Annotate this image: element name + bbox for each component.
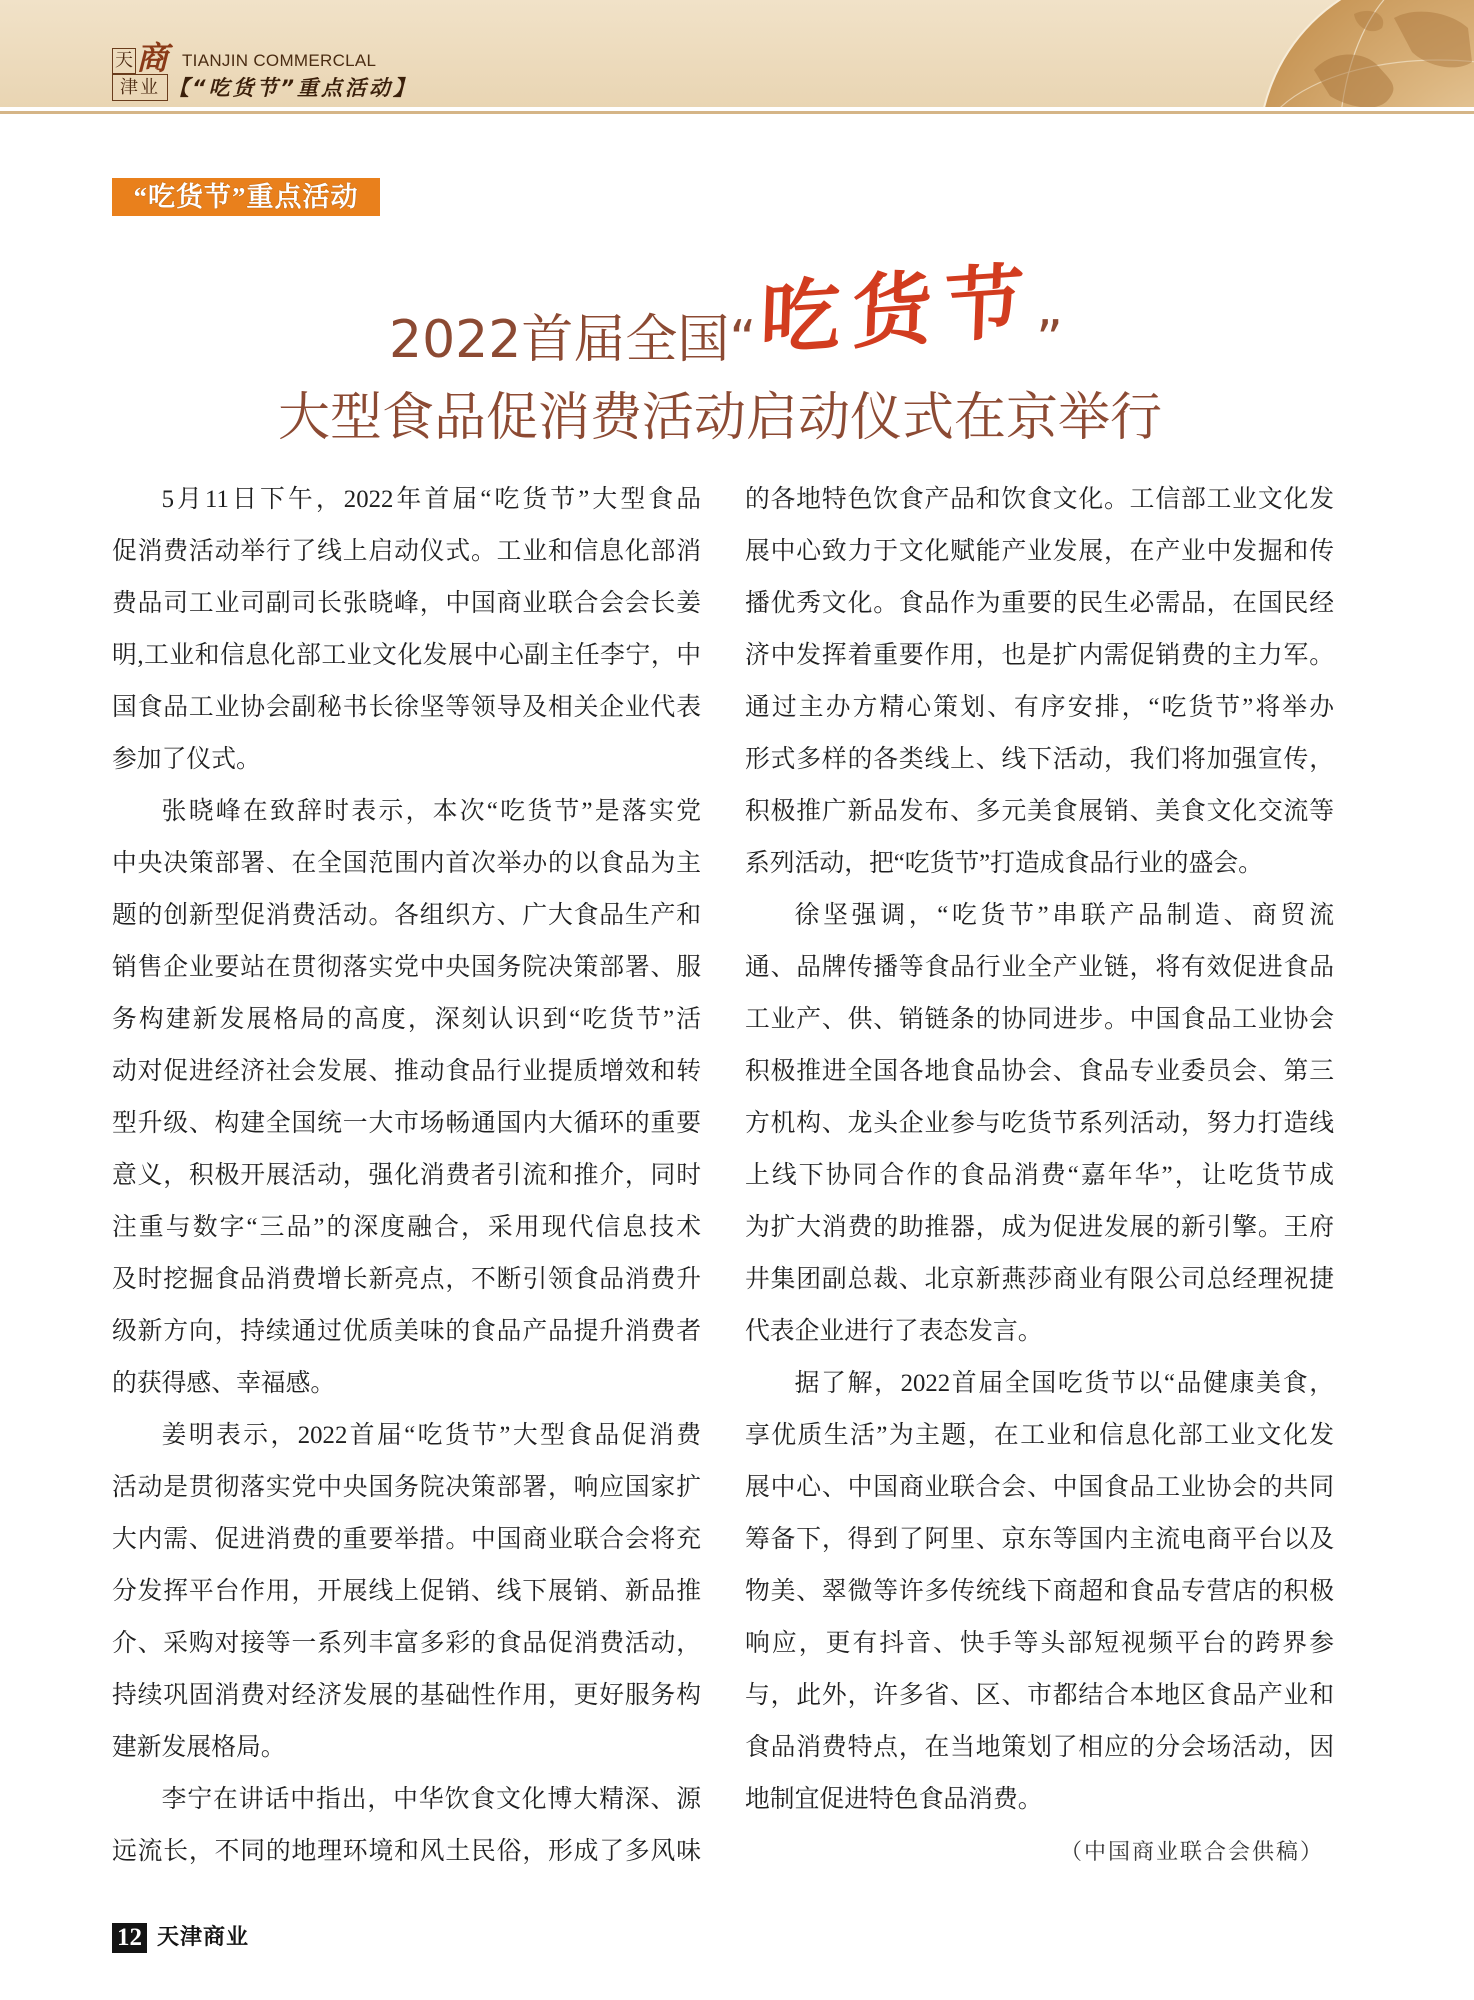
text-line: 播优秀文化。食品作为重要的民生必需品，在国民经 — [745, 590, 1334, 617]
header-divider — [0, 111, 1474, 114]
text-line: 展中心、中国商业联合会、中国食品工业协会的共同 — [745, 1474, 1334, 1501]
text-line: 筹备下，得到了阿里、京东等国内主流电商平台以及 — [745, 1526, 1334, 1553]
text-line: 大内需、促进消费的重要举措。中国商业联合会将充 — [112, 1526, 701, 1553]
text-line: 井集团副总裁、北京新燕莎商业有限公司总经理祝捷 — [745, 1266, 1334, 1293]
logo-char-tian: 天 — [112, 48, 136, 74]
text-line: 活动是贯彻落实党中央国务院决策部署，响应国家扩 — [112, 1474, 701, 1501]
article-column-right — [745, 474, 1334, 1878]
magazine-name: 天津商业 — [157, 1925, 250, 1950]
text-line: 级新方向，持续通过优质美味的食品产品提升消费者 — [112, 1318, 701, 1345]
text-line: 积极推进全国各地食品协会、食品专业委员会、第三 — [745, 1058, 1334, 1085]
logo-chars-jinye: 津业 — [112, 74, 168, 101]
text-line: 姜明表示，2022首届“吃货节”大型食品促消费 — [161, 1422, 701, 1449]
text-line: 介、采购对接等一系列丰富多彩的食品促消费活动， — [112, 1630, 701, 1657]
text-line: 徐坚强调，“吃货节”串联产品制造、商贸流 — [794, 902, 1334, 929]
text-line: 5月11日下午，2022年首届“吃货节”大型食品 — [161, 486, 701, 513]
text-line: 响应，更有抖音、快手等头部短视频平台的跨界参 — [745, 1630, 1334, 1657]
text-line: 注重与数字“三品”的深度融合，采用现代信息技术 — [112, 1214, 701, 1241]
logo-char-shang: 商 — [136, 39, 169, 77]
text-line: 动对促进经济社会发展、推动食品行业提质增效和转 — [112, 1058, 701, 1085]
text-line: 的各地特色饮食产品和饮食文化。工信部工业文化发 — [745, 486, 1334, 513]
text-line: 持续巩固消费对经济发展的基础性作用，更好服务构 — [112, 1682, 701, 1709]
text-line: 据了解，2022首届全国吃货节以“品健康美食， — [794, 1370, 1334, 1397]
text-line: 分发挥平台作用，开展线上促销、线下展销、新品推 — [112, 1578, 701, 1605]
paragraph — [745, 1358, 1334, 1826]
text-line: 费品司工业司副司长张晓峰，中国商业联合会会长姜 — [112, 590, 701, 617]
text-line: 建新发展格局。 — [112, 1734, 286, 1761]
text-line: 意义，积极开展活动，强化消费者引流和推介，同时 — [112, 1162, 701, 1189]
text-line: 李宁在讲话中指出，中华饮食文化博大精深、源 — [161, 1786, 701, 1813]
magazine-logo — [112, 39, 174, 102]
text-line: 食品消费特点，在当地策划了相应的分会场活动，因 — [745, 1734, 1334, 1761]
text-line: 系列活动，把“吃货节”打造成食品行业的盛会。 — [745, 850, 1263, 877]
text-line: 通、品牌传播等食品行业全产业链，将有效促进食品 — [745, 954, 1334, 981]
brand-name: TIANJIN COMMERCLAL — [182, 51, 377, 70]
paragraph-continued — [745, 474, 1334, 890]
text-line: 物美、翠微等许多传统线下商超和食品专营店的积极 — [745, 1578, 1334, 1605]
text-line: 享优质生活”为主题，在工业和信息化部工业文化发 — [745, 1422, 1334, 1449]
text-line: 销售企业要站在贯彻落实党中央国务院决策部署、服 — [112, 954, 701, 981]
text-line: 及时挖掘食品消费增长新亮点，不断引领食品消费升 — [112, 1266, 701, 1293]
text-line: 地制宜促进特色食品消费。 — [745, 1786, 1043, 1813]
column-name: 【“吃货节”重点活动】 — [168, 76, 418, 100]
text-line: 上线下协同合作的食品消费“嘉年华”，让吃货节成 — [745, 1162, 1334, 1189]
text-line: 题的创新型促消费活动。各组织方、广大食品生产和 — [112, 902, 701, 929]
paragraph — [112, 1774, 701, 1878]
paragraph — [112, 1410, 701, 1774]
text-line: 促消费活动举行了线上启动仪式。工业和信息化部消 — [112, 538, 701, 565]
text-line: 张晓峰在致辞时表示，本次“吃货节”是落实党 — [161, 798, 701, 825]
paragraph — [112, 786, 701, 1410]
text-line: 的获得感、幸福感。 — [112, 1370, 336, 1397]
paragraph — [112, 474, 701, 786]
text-line: 与，此外，许多省、区、市都结合本地区食品产业和 — [745, 1682, 1334, 1709]
title-line1-prefix: 2022首届全国“ — [389, 310, 757, 370]
text-line: 为扩大消费的助推器，成为促进发展的新引擎。王府 — [745, 1214, 1334, 1241]
text-line: 形式多样的各类线上、线下活动，我们将加强宣传， — [745, 746, 1334, 773]
paragraph — [745, 890, 1334, 1358]
title-line1-suffix: ” — [1036, 310, 1063, 370]
globe-map-decoration — [1254, 0, 1474, 107]
text-line: 工业产、供、销链条的协同进步。中国食品工业协会 — [745, 1006, 1334, 1033]
text-line: 务构建新发展格局的高度，深刻认识到“吃货节”活 — [112, 1006, 701, 1033]
text-line: 型升级、构建全国统一大市场畅通国内大循环的重要 — [112, 1110, 701, 1137]
text-line: 方机构、龙头企业参与吃货节系列活动，努力打造线 — [745, 1110, 1334, 1137]
text-line: 国食品工业协会副秘书长徐坚等领导及相关企业代表 — [112, 694, 701, 721]
text-line: 积极推广新品发布、多元美食展销、美食文化交流等 — [745, 798, 1334, 825]
title-highlight: 吃货节 — [758, 253, 1038, 367]
page-number: 12 — [112, 1923, 147, 1953]
text-line: 展中心致力于文化赋能产业发展，在产业中发掘和传 — [745, 538, 1334, 565]
text-line: 明,工业和信息化部工业文化发展中心副主任李宁，中 — [112, 642, 701, 669]
article-source: （中国商业联合会供稿） — [1059, 1839, 1324, 1864]
text-line: 通过主办方精心策划、有序安排，“吃货节”将举办 — [745, 694, 1334, 721]
text-line: 代表企业进行了表态发言。 — [745, 1318, 1043, 1345]
text-line: 远流长，不同的地理环境和风土民俗，形成了多风味 — [112, 1838, 701, 1865]
text-line: 济中发挥着重要作用，也是扩内需促销费的主力军。 — [745, 642, 1334, 669]
title-line2: 大型食品促消费活动启动仪式在京举行 — [278, 388, 1163, 448]
text-line: 参加了仪式。 — [112, 746, 261, 773]
section-tag: “吃货节”重点活动 — [112, 178, 380, 216]
article-column-left — [112, 474, 701, 1878]
text-line: 中央决策部署、在全国范围内首次举办的以食品为主 — [112, 850, 701, 877]
